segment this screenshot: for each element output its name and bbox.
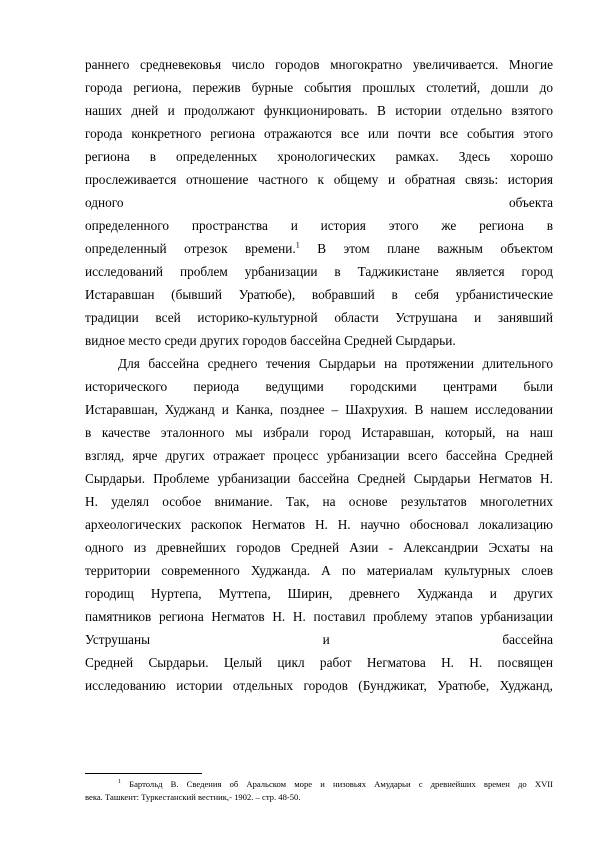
text-line: наших дней и продолжают функционировать. В истории отдельно взятого [85, 103, 553, 118]
text-line: Н. уделял особое внимание. Так, на основе результатов многолетних [85, 494, 553, 509]
text-line: одного объекта [85, 195, 553, 210]
text-line: исторического периода ведущими городскими центрами были [85, 379, 553, 394]
text-line: Уструшаны и бассейна [85, 632, 553, 647]
text-line: определенного пространства и история этого же региона в [85, 218, 553, 233]
text-line: прослеживается отношение частного к общему и обратная связь: история [85, 172, 553, 187]
text-line: города конкретного региона отражаются все или почти все события этого [85, 126, 553, 141]
footnote-line [118, 778, 553, 791]
text-line: Сырдарьи. Проблеме урбанизации бассейна Средней Сырдарьи Негматов Н. [85, 471, 553, 486]
text-line-with-footnote [85, 239, 553, 259]
footnote-mark: 1 [118, 779, 121, 786]
text-line: археологических раскопок Негматов Н. Н. научно обосновал локализацию [85, 517, 553, 532]
footnote-text: Бартольд В. Сведения об Аральском море и низовьях Амударьи с древнейших времен до XVII [121, 779, 553, 789]
footnote-reference[interactable]: 1 [295, 240, 300, 250]
text-line: исследований проблем урбанизации в Таджикистане является город [85, 264, 553, 279]
text-line: Истаравшан, Худжанд и Канка, позднее – Шахрухия. В нашем исследовании [85, 402, 553, 417]
text-line: раннего средневековья число городов многократно увеличивается. Многие [85, 57, 553, 72]
text-line: исследованию истории отдельных городов (Бунджикат, Уратюбе, Худжанд, [85, 678, 553, 693]
footnote-separator [85, 773, 202, 774]
text-line: взгляд, ярче других отражает процесс урбанизации всего бассейна Средней [85, 448, 553, 463]
text-segment: В этом плане важным объектом [299, 241, 554, 256]
text-line: видное место среди других городов бассейна Средней Сырдарьи. [85, 333, 456, 348]
text-line: города региона, пережив бурные события прошлых столетий, дошли до [85, 80, 553, 95]
text-line: одного из древнейших городов Средней Азии - Александрии Эсхаты на [85, 540, 553, 555]
text-line: в качестве эталонного мы избрали город Истаравшан, который, на наш [85, 425, 553, 440]
footnote-line: века. Ташкент: Туркестанский вестник,- 1902. – стр. 48-50. [85, 792, 301, 802]
text-line: Истаравшан (бывший Уратюбе), вобравший в себя урбанистические [85, 287, 553, 302]
text-line: региона в определенных хронологических рамках. Здесь хорошо [85, 149, 553, 164]
text-line: Для бассейна среднего течения Сырдарьи на протяжении длительного [118, 356, 553, 371]
text-segment: определенный отрезок времени. [85, 241, 296, 256]
text-line: территории современного Худжанда. А по материалам культурных слоев [85, 563, 553, 578]
text-line: памятников региона Негматов Н. Н. поставил проблему этапов урбанизации [85, 609, 553, 624]
text-line: городищ Нуртепа, Муттепа, Ширин, древнего Худжанда и других [85, 586, 553, 601]
text-line: Средней Сырдарьи. Целый цикл работ Негматова Н. Н. посвящен [85, 655, 553, 670]
text-line: традиции всей историко-культурной области Уструшана и занявший [85, 310, 553, 325]
